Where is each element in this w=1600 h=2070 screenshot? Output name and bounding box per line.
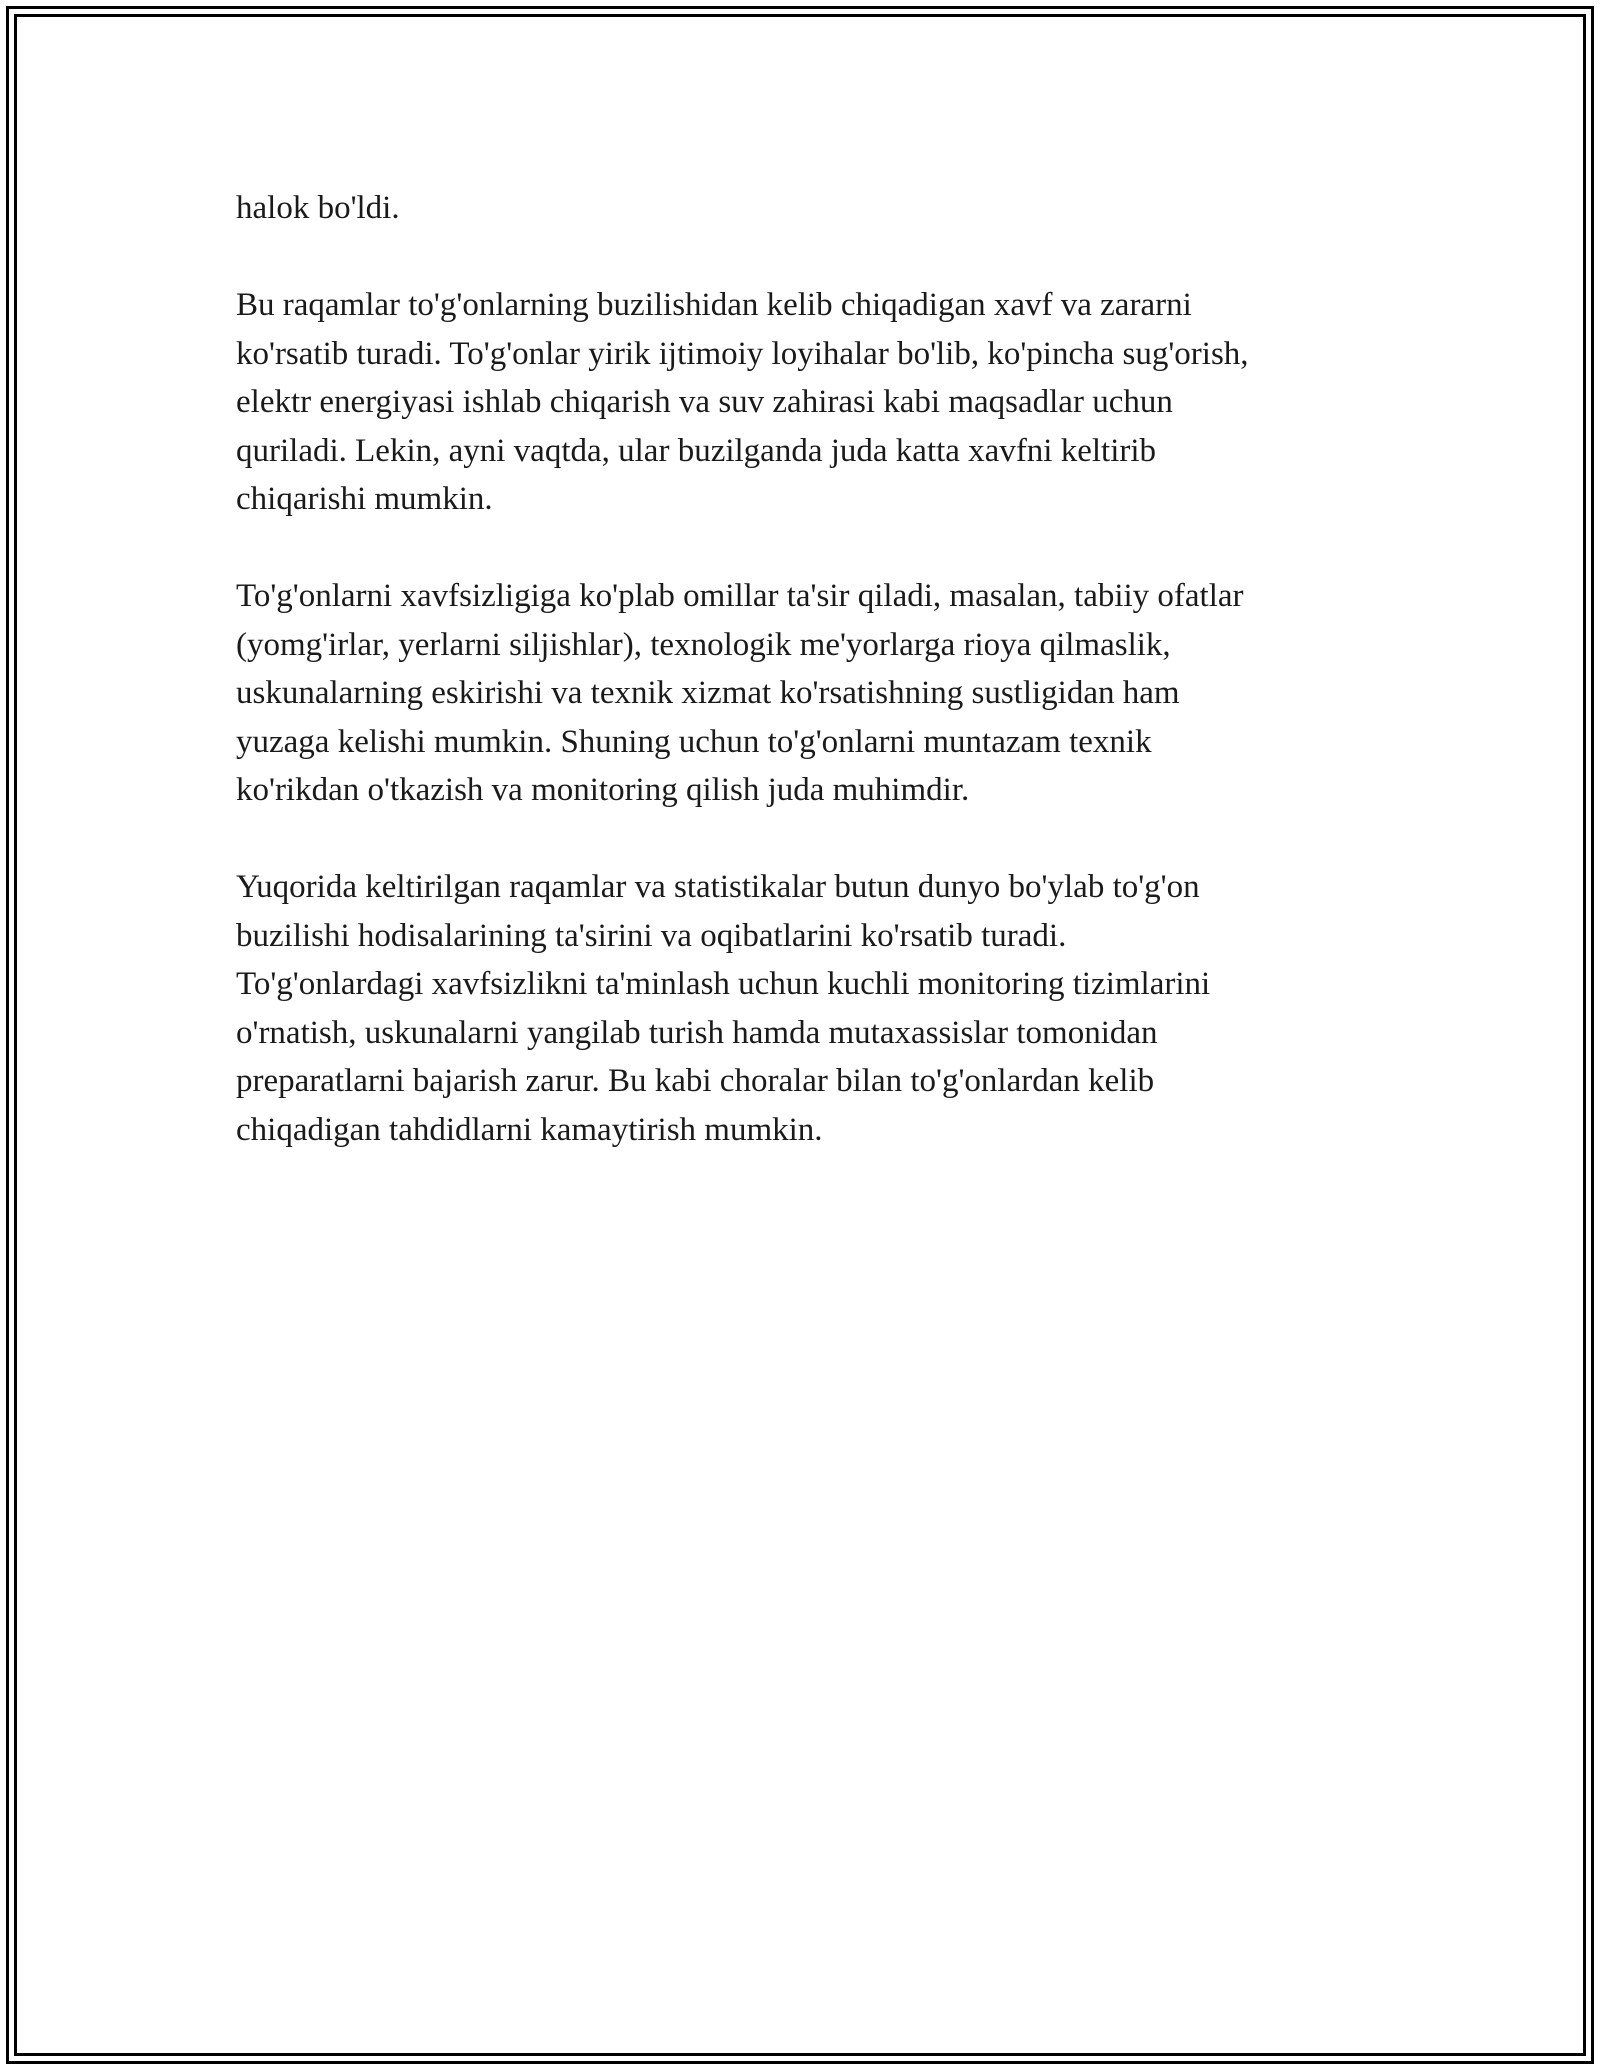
text-line: halok bo'ldi.: [236, 190, 400, 226]
text-line: (yomg'irlar, yerlarni siljishlar), texnologik me'yorlarga rioya qilmaslik,: [236, 626, 1171, 663]
text-line: To'g'onlardagi xavfsizlikni ta'minlash uchun kuchli monitoring tizimlarini: [236, 966, 1211, 1002]
text-line: uskunalarning eskirishi va texnik xizmat ko'rsatishning sustligidan ham: [236, 675, 1180, 711]
paragraph-4: [236, 863, 1416, 1154]
text-line: yuzaga kelishi mumkin. Shuning uchun to'g'onlarni muntazam texnik: [236, 723, 1152, 760]
text-line: ko'rikdan o'tkazish va monitoring qilish juda muhimdir.: [236, 772, 970, 808]
paragraph-3: [236, 572, 1416, 815]
text-line: To'g'onlarni xavfsizligiga ko'plab omillar ta'sir qiladi, masalan, tabiiy ofatlar: [236, 578, 1244, 614]
text-line: chiqadigan tahdidlarni kamaytirish mumkin.: [236, 1111, 823, 1148]
text-line: Bu raqamlar to'g'onlarning buzilishidan kelib chiqadigan xavf va zararni: [236, 287, 1192, 323]
text-line: chiqarishi mumkin.: [236, 481, 493, 517]
text-line: elektr energiyasi ishlab chiqarish va suv zahirasi kabi maqsadlar uchun: [236, 384, 1173, 420]
document-body: [236, 184, 1416, 1203]
text-line: buzilishi hodisalarining ta'sirini va oqibatlarini ko'rsatib turadi.: [236, 917, 1067, 954]
text-line: o'rnatish, uskunalarni yangilab turish hamda mutaxassislar tomonidan: [236, 1014, 1158, 1051]
text-line: quriladi. Lekin, ayni vaqtda, ular buzilganda juda katta xavfni keltirib: [236, 432, 1157, 469]
paragraph-2: [236, 281, 1416, 524]
text-line: Yuqorida keltirilgan raqamlar va statistikalar butun dunyo bo'ylab to'g'on: [236, 869, 1200, 905]
text-line: preparatlarni bajarish zarur. Bu kabi choralar bilan to'g'onlardan kelib: [236, 1063, 1155, 1099]
text-line: ko'rsatib turadi. To'g'onlar yirik ijtimoiy loyihalar bo'lib, ko'pincha sug'orish,: [236, 335, 1249, 372]
paragraph-1: [236, 184, 1416, 233]
